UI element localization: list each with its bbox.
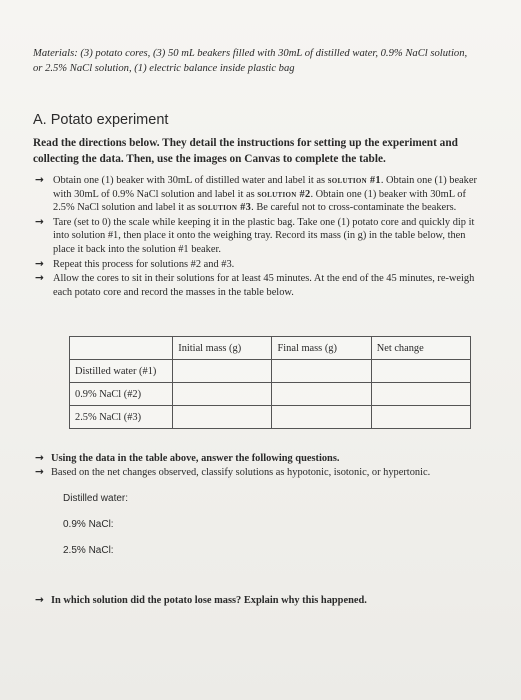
arrow-icon: → — [35, 465, 44, 478]
bleed-through-text — [180, 505, 480, 565]
arrow-icon: → — [35, 452, 44, 464]
questions-block — [33, 452, 493, 479]
table-row — [70, 360, 471, 383]
row-label: Distilled water (#1) — [70, 360, 173, 383]
arrow-icon: → — [35, 215, 44, 228]
classify-question: → Based on the net changes observed, classify solutions as hypotonic, isotonic, or hypertonic. — [35, 465, 431, 478]
materials-text: (3) potato cores, (3) 50 mL beakers filled with 30mL of distilled water, 0.9% NaCl solution, or 2.5% NaCl solution, (1) electric balance inside plastic bag — [33, 48, 468, 74]
instruction-step-4: → Allow the cores to sit in their solutions for at least 45 minutes. At the end of the 45 minutes, re-weigh each potato core and record the masses in the table below. — [35, 272, 475, 298]
solution-label: solution #2 — [257, 188, 311, 200]
arrow-icon: → — [35, 257, 44, 270]
materials-label: Materials: — [33, 48, 78, 59]
table-header-initial-mass: Initial mass (g) — [173, 337, 272, 360]
final-question: → In which solution did the potato lose mass? Explain why this happened. — [35, 594, 367, 606]
table-header-row — [70, 337, 471, 360]
net-change-cell[interactable] — [371, 360, 470, 383]
arrow-icon: → — [35, 272, 44, 285]
initial-mass-cell[interactable] — [173, 406, 272, 429]
instruction-step-2: → Tare (set to 0) the scale while keeping it in the plastic bag. Take one (1) potato core and quickly dip it into solution #1, then place it onto the weighing tray. Record its mass (in g) in the table below, then place it back into the solution #1 beaker. — [35, 215, 475, 255]
materials-paragraph — [33, 46, 473, 76]
net-change-cell[interactable] — [371, 383, 470, 406]
final-mass-cell[interactable] — [272, 383, 371, 406]
arrow-icon: → — [35, 594, 44, 606]
row-label: 0.9% NaCl (#2) — [70, 383, 173, 406]
instruction-step-3: → Repeat this process for solutions #2 and #3. — [35, 257, 235, 270]
net-change-cell[interactable] — [371, 406, 470, 429]
initial-mass-cell[interactable] — [173, 360, 272, 383]
table-header-net-change: Net change — [371, 337, 470, 360]
table-row — [70, 406, 471, 429]
section-heading: A. Potato experiment — [33, 112, 169, 128]
final-mass-cell[interactable] — [272, 406, 371, 429]
answer-label-0-9-nacl: 0.9% NaCl: — [63, 519, 114, 530]
initial-mass-cell[interactable] — [173, 383, 272, 406]
instruction-step-1: → Obtain one (1) beaker with 30mL of distilled water and label it as solution #1. Obtain one (1) beaker with 30mL of 0.9% NaCl solution and label it as solution #2. Obtain one (1) beaker with 30mL of 2.5% NaCl solution and label it as solution #3. Be careful not to cross-contaminate the beakers. — [35, 174, 477, 214]
answer-label-2-5-nacl: 2.5% NaCl: — [63, 545, 114, 556]
table-row — [70, 383, 471, 406]
directions-text: Read the directions below. They detail the instructions for setting up the experiment and collecting the data. Then, use the images on Canvas to complete the table. — [33, 137, 458, 165]
questions-intro: → Using the data in the table above, answer the following questions. — [35, 452, 340, 464]
final-mass-cell[interactable] — [272, 360, 371, 383]
instruction-list — [33, 174, 483, 300]
answer-label-distilled-water: Distilled water: — [63, 493, 129, 504]
arrow-icon: → — [35, 174, 44, 186]
table-header-blank — [70, 337, 173, 360]
row-label: 2.5% NaCl (#3) — [70, 406, 173, 429]
solution-label: solution #3 — [197, 202, 252, 214]
mass-data-table — [69, 336, 471, 429]
table-header-final-mass: Final mass (g) — [272, 337, 371, 360]
solution-label: solution #1 — [327, 175, 381, 186]
